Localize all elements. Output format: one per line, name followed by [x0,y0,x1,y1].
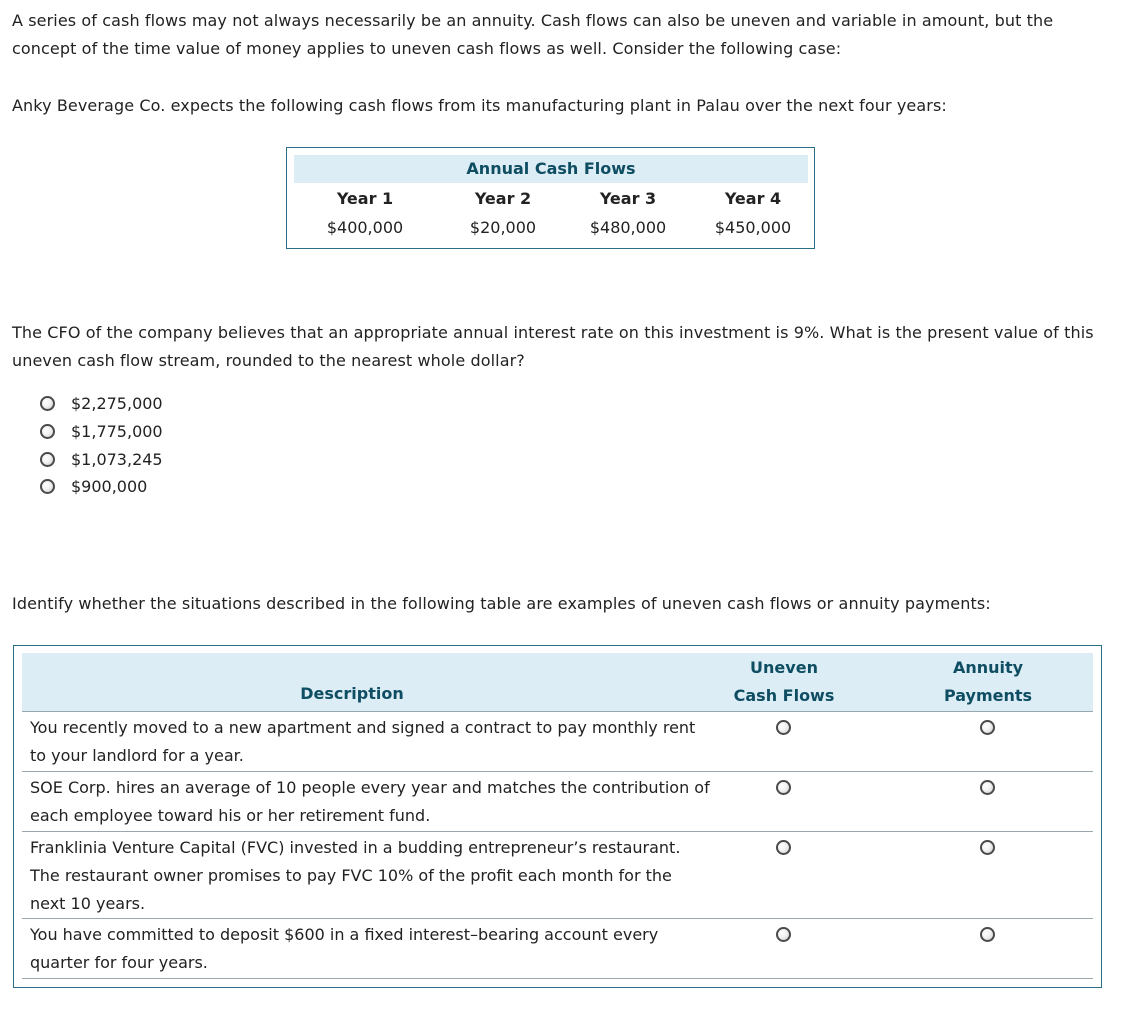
header-description: Description [300,684,404,703]
radio-icon[interactable] [40,396,55,411]
option-2[interactable] [40,418,163,446]
radio-icon[interactable] [40,424,55,439]
row-description: SOE Corp. hires an average of 10 people every year and matches the contribution of each employee toward his or her retirement fund. [30,778,710,825]
identify-prompt: Identify whether the situations described in the following table are examples of uneven cash flows or annuity payments: [12,594,991,613]
option-1[interactable] [40,390,163,418]
radio-icon[interactable] [40,452,55,467]
option-3[interactable] [40,445,163,473]
cash-flow-table-title: Annual Cash Flows [294,155,808,183]
cf-value-1: $400,000 [326,218,404,237]
row-3-uneven-radio[interactable] [776,840,791,855]
header-annuity [913,654,1063,710]
answer-options [40,390,163,501]
option-label: $1,073,245 [71,449,163,469]
header-uneven-line1: Uneven [750,658,818,677]
row-1-uneven-radio[interactable] [776,720,791,735]
row-description: You recently moved to a new apartment and signed a contract to pay monthly rent to your landlord for a year. [30,718,696,765]
row-2-annuity-radio[interactable] [980,780,995,795]
row-2-uneven-radio[interactable] [776,780,791,795]
cf-year-2: Year 2 [474,189,532,208]
scenario-paragraph: Anky Beverage Co. expects the following cash flows from its manufacturing plant in Palau over the next four years: [12,96,947,115]
header-annuity-line1: Annuity [952,658,1024,677]
row-1-annuity-radio[interactable] [980,720,995,735]
table-row [22,772,1093,832]
option-label: $1,775,000 [71,422,163,442]
intro-paragraph: A series of cash flows may not always necessarily be an annuity. Cash flows can also be uneven and variable in amount, but the concept of the time value of money applies to uneven cash flows as well. Consider the following case: [12,11,1054,58]
header-uneven-line2: Cash Flows [733,686,835,705]
cf-year-3: Year 3 [599,189,657,208]
header-uneven [709,654,859,710]
cash-flow-table [286,147,815,249]
question-paragraph: The CFO of the company believes that an appropriate annual interest rate on this investment is 9%. What is the present value of this uneven cash flow stream, rounded to the nearest whole dollar? [12,323,1094,370]
radio-icon[interactable] [40,479,55,494]
cf-value-2: $20,000 [469,218,537,237]
cf-value-3: $480,000 [589,218,667,237]
row-description: Franklinia Venture Capital (FVC) invested in a budding entrepreneur’s restaurant. The restaurant owner promises to pay FVC 10% of the profit each month for the next 10 years. [30,838,681,913]
cf-year-1: Year 1 [336,189,394,208]
table-row [22,832,1093,919]
classification-table-header [22,653,1093,712]
row-3-annuity-radio[interactable] [980,840,995,855]
row-4-annuity-radio[interactable] [980,927,995,942]
header-annuity-line2: Payments [943,686,1033,705]
option-label: $2,275,000 [71,394,163,414]
table-row [22,712,1093,772]
row-4-uneven-radio[interactable] [776,927,791,942]
option-label: $900,000 [71,477,148,497]
cf-value-4: $450,000 [714,218,792,237]
table-row [22,919,1093,979]
row-description: You have committed to deposit $600 in a fixed interest–bearing account every quarter for four years. [30,925,659,972]
classification-table [13,645,1102,988]
option-4[interactable] [40,473,163,501]
cf-year-4: Year 4 [724,189,782,208]
